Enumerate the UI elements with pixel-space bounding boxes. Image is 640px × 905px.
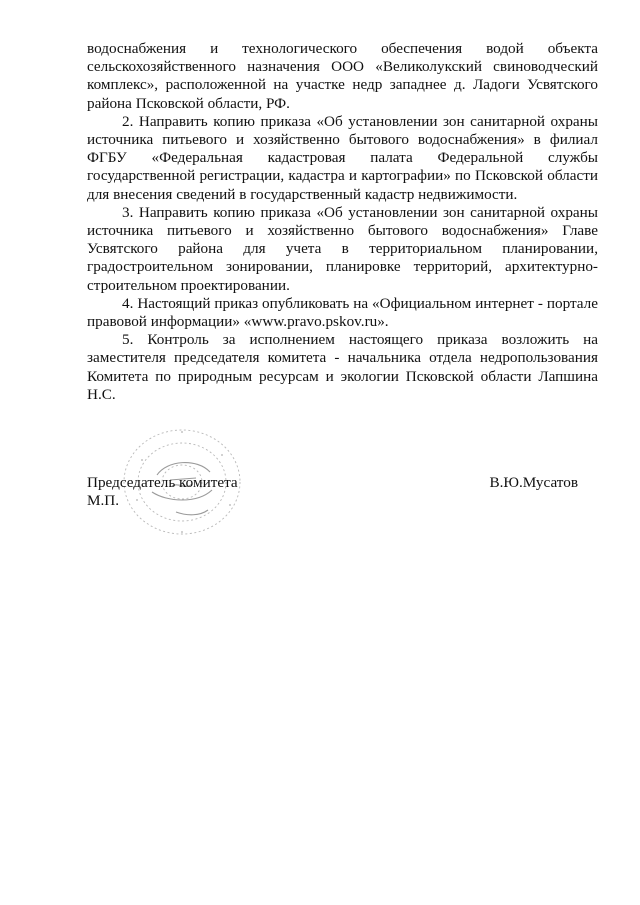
paragraph-5: 5. Контроль за исполнением настоящего приказа возложить на заместителя председателя комитета - начальника отдела недропользования Комитета по природным ресурсам и экологии Псковской области Лапшина Н.С. [87, 331, 598, 403]
paragraph-2: 2. Направить копию приказа «Об установлении зон санитарной охраны источника питьевого и хозяйственно бытового водоснабжения» в филиал ФГБУ «Федеральная кадастровая палата Федеральной службы государственной регистрации, кадастра и картографии» по Псковской области для внесения сведений в государственный кадастр недвижимости. [87, 112, 598, 203]
signer-name: В.Ю.Мусатов [489, 474, 578, 491]
paragraph-4: 4. Настоящий приказ опубликовать на «Официальном интернет - портале правовой информации» «www.pravo.pskov.ru». [87, 294, 598, 331]
signature-block [87, 474, 598, 514]
signer-position: Председатель комитета [87, 474, 238, 491]
seal-place-label: М.П. [87, 492, 120, 509]
document-body [87, 40, 598, 404]
paragraph-1-continuation: водоснабжения и технологического обеспечения водой объекта сельскохозяйственного назначения ООО «Великолукский свиноводческий комплекс», расположенной на участке недр западнее д. Ладоги Усвятского района Псковской области, РФ. [87, 40, 598, 112]
paragraph-3: 3. Направить копию приказа «Об установлении зон санитарной охраны источника питьевого и хозяйственно бытового водоснабжения» Главе Усвятского района для учета в территориальном планировании, градостроительном зонировании, планировке территорий, архитектурно-строительном проектировании. [87, 203, 598, 294]
